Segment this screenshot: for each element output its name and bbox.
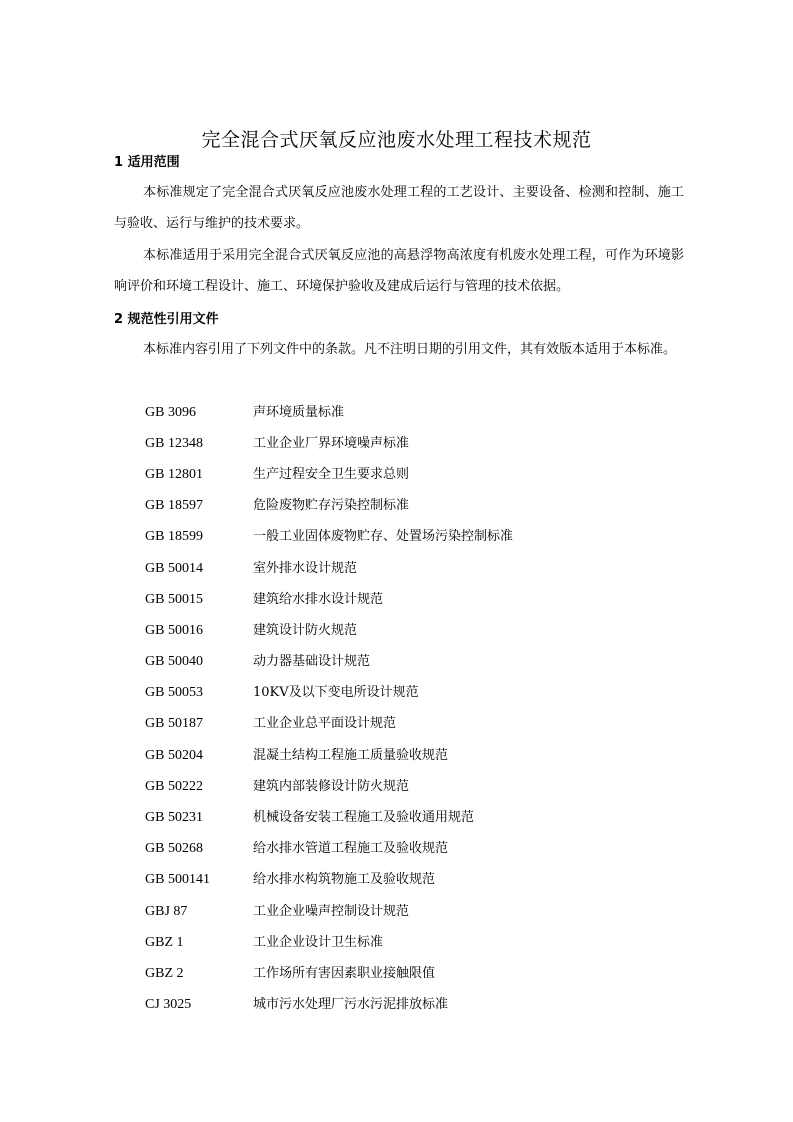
reference-code: CJ 3025 bbox=[145, 997, 192, 1013]
reference-row bbox=[145, 647, 685, 678]
reference-row bbox=[145, 834, 685, 865]
reference-code: GBZ 1 bbox=[145, 934, 184, 950]
reference-code: GB 50016 bbox=[145, 622, 203, 638]
reference-name: 给水排水管道工程施工及验收规范 bbox=[253, 841, 449, 857]
reference-code: GB 50040 bbox=[145, 654, 203, 670]
section-heading-scope: 1 适用范围 bbox=[114, 155, 180, 170]
reference-row bbox=[145, 397, 685, 428]
reference-name: 工业企业噪声控制设计规范 bbox=[253, 903, 410, 919]
reference-row bbox=[145, 927, 685, 958]
reference-row bbox=[145, 740, 685, 771]
reference-row bbox=[145, 802, 685, 833]
reference-row bbox=[145, 459, 685, 490]
section-heading-references: 2 规范性引用文件 bbox=[114, 312, 219, 327]
reference-code: GB 18599 bbox=[145, 529, 203, 545]
reference-code: GBJ 87 bbox=[145, 903, 188, 919]
reference-row bbox=[145, 553, 685, 584]
reference-name: 声环境质量标准 bbox=[253, 404, 345, 420]
reference-name: 室外排水设计规范 bbox=[253, 560, 358, 576]
reference-name: 动力器基础设计规范 bbox=[253, 654, 371, 670]
reference-name: 10KV及以下变电所设计规范 bbox=[253, 685, 419, 701]
reference-code: GBZ 2 bbox=[145, 965, 184, 981]
reference-name: 生产过程安全卫生要求总则 bbox=[253, 466, 410, 482]
reference-row bbox=[145, 771, 685, 802]
reference-code: GB 50014 bbox=[145, 560, 203, 576]
reference-code: GB 50015 bbox=[145, 591, 203, 607]
document-title: 完全混合式厌氧反应池废水处理工程技术规范 bbox=[201, 128, 592, 151]
reference-name: 一般工业固体废物贮存、处置场污染控制标准 bbox=[253, 529, 514, 545]
reference-code: GB 18597 bbox=[145, 498, 203, 514]
reference-name: 给水排水构筑物施工及验收规范 bbox=[253, 872, 436, 888]
reference-code: GB 3096 bbox=[145, 404, 196, 420]
reference-name: 城市污水处理厂污水污泥排放标准 bbox=[253, 997, 449, 1013]
reference-code: GB 50268 bbox=[145, 841, 203, 857]
scope-paragraph-2: 本标准适用于采用完全混合式厌氧反应池的高悬浮物高浓度有机废水处理工程，可作为环境影响评价和环境工程设计、施工、环境保护验收及建成后运行与管理的技术依据。 bbox=[114, 248, 684, 294]
reference-list bbox=[145, 397, 685, 1021]
reference-name: 危险废物贮存污染控制标准 bbox=[253, 498, 410, 514]
reference-name: 工业企业总平面设计规范 bbox=[253, 716, 397, 732]
reference-code: GB 50231 bbox=[145, 810, 203, 826]
reference-row bbox=[145, 522, 685, 553]
reference-name: 建筑内部装修设计防火规范 bbox=[253, 778, 410, 794]
reference-row bbox=[145, 615, 685, 646]
reference-code: GB 500141 bbox=[145, 872, 210, 888]
reference-row bbox=[145, 865, 685, 896]
reference-row bbox=[145, 896, 685, 927]
references-intro-paragraph: 本标准内容引用了下列文件中的条款。凡不注明日期的引用文件，其有效版本适用于本标准。 bbox=[143, 342, 677, 357]
reference-code: GB 50222 bbox=[145, 778, 203, 794]
reference-row bbox=[145, 958, 685, 989]
reference-code: GB 12801 bbox=[145, 466, 203, 482]
reference-code: GB 12348 bbox=[145, 435, 203, 451]
reference-code: GB 50053 bbox=[145, 685, 203, 701]
reference-row bbox=[145, 990, 685, 1021]
reference-name: 机械设备安装工程施工及验收通用规范 bbox=[253, 810, 475, 826]
reference-name: 混凝土结构工程施工质量验收规范 bbox=[253, 747, 449, 763]
reference-row bbox=[145, 491, 685, 522]
reference-row bbox=[145, 709, 685, 740]
reference-code: GB 50187 bbox=[145, 716, 203, 732]
scope-paragraph-1: 本标准规定了完全混合式厌氧反应池废水处理工程的工艺设计、主要设备、检测和控制、施工与验收、运行与维护的技术要求。 bbox=[114, 185, 684, 231]
reference-code: GB 50204 bbox=[145, 747, 203, 763]
reference-name: 建筑给水排水设计规范 bbox=[253, 591, 384, 607]
reference-row bbox=[145, 678, 685, 709]
reference-name: 工业企业厂界环境噪声标准 bbox=[253, 435, 410, 451]
reference-name: 建筑设计防火规范 bbox=[253, 622, 358, 638]
reference-row bbox=[145, 584, 685, 615]
reference-row bbox=[145, 428, 685, 459]
reference-name: 工作场所有害因素职业接触限值 bbox=[253, 965, 436, 981]
reference-name: 工业企业设计卫生标准 bbox=[253, 934, 384, 950]
